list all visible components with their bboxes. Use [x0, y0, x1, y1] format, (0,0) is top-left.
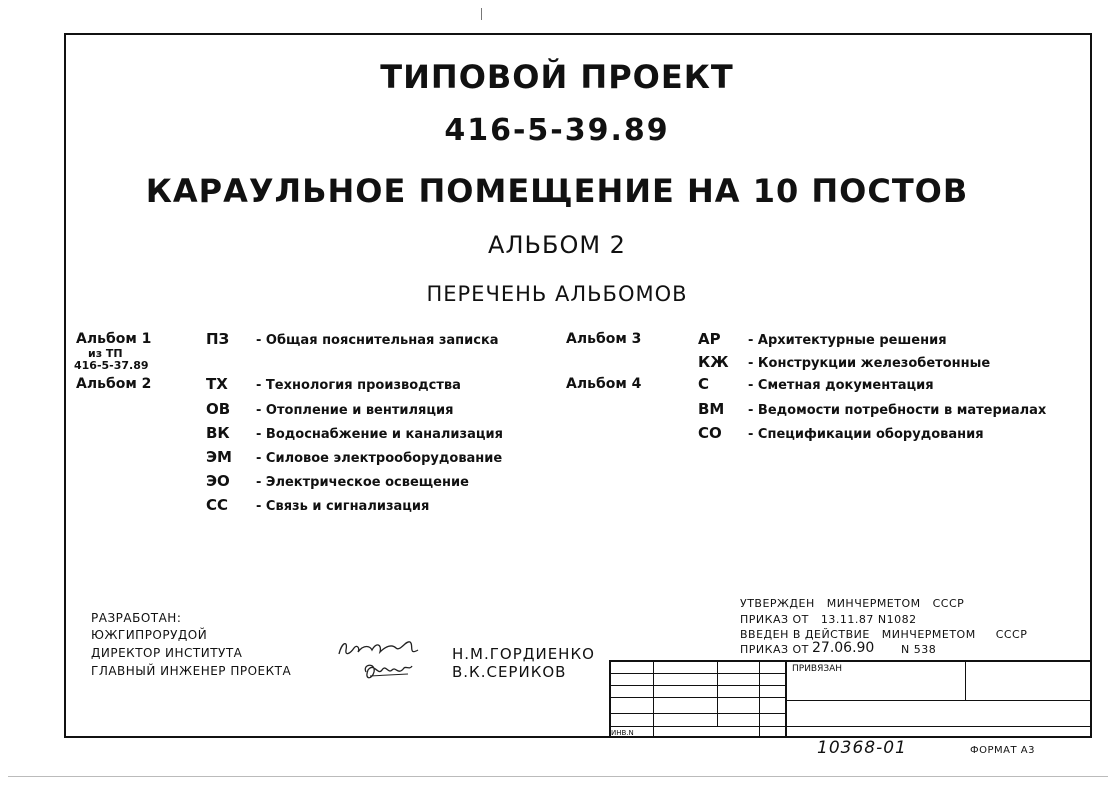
approval-line-1: УТВЕРЖДЕН МИНЧЕРМЕТОМ СССР [740, 597, 965, 610]
document-number: 10368-01 [817, 738, 907, 758]
list-desc: - Общая пояснительная записка [256, 333, 499, 348]
list-code: ОВ [206, 400, 231, 418]
list-code: АР [698, 330, 721, 348]
bottom-trim-line [8, 776, 1108, 777]
chief-engineer-label: ГЛАВНЫЙ ИНЖЕНЕР ПРОЕКТА [91, 664, 292, 678]
list-desc: - Архитектурные решения [748, 333, 947, 348]
list-desc: - Электрическое освещение [256, 475, 469, 490]
list-desc: - Сметная документация [748, 378, 934, 393]
approval-date: 27.06.90 [812, 640, 875, 656]
album-4-label: Альбом 4 [566, 376, 642, 392]
list-code: КЖ [698, 353, 729, 371]
approval-line-2: ПРИКАЗ ОТ 13.11.87 N1082 [740, 613, 917, 626]
list-desc: - Связь и сигнализация [256, 499, 430, 514]
project-number: 416-5-39.89 [444, 113, 670, 148]
sheet-format: ФОРМАТ А3 [970, 745, 1035, 756]
list-desc: - Отопление и вентиляция [256, 403, 454, 418]
list-desc: - Водоснабжение и канализация [256, 427, 503, 442]
album-1-note: из ТП [88, 347, 123, 360]
album-1-source: 416-5-37.89 [74, 359, 149, 372]
album-2-label: Альбом 2 [76, 376, 152, 392]
list-desc: - Спецификации оборудования [748, 427, 984, 442]
list-code: С [698, 375, 710, 393]
list-desc: - Технология производства [256, 378, 461, 393]
developer-label: РАЗРАБОТАН: [91, 611, 182, 625]
list-code: СО [698, 424, 722, 442]
list-code: ВК [206, 424, 230, 442]
album-list-title: ПЕРЕЧЕНЬ АЛЬБОМОВ [426, 282, 688, 306]
album-title: АЛЬБОМ 2 [488, 231, 626, 259]
developer-org: ЮЖГИПРОРУДОЙ [91, 628, 208, 642]
approval-line-4-prefix: ПРИКАЗ ОТ [740, 643, 809, 656]
list-desc: - Ведомости потребности в материалах [748, 403, 1047, 418]
chief-engineer-signature [360, 658, 416, 686]
project-name: КАРАУЛЬНОЕ ПОМЕЩЕНИЕ НА 10 ПОСТОВ [145, 172, 969, 210]
chief-engineer-name: В.К.СЕРИКОВ [452, 663, 567, 681]
list-desc: - Конструкции железобетонные [748, 356, 991, 371]
director-label: ДИРЕКТОР ИНСТИТУТА [91, 646, 243, 660]
stamp-inventory-label: ИНВ.N [611, 729, 634, 737]
list-code: ЭО [206, 472, 230, 490]
document-title: ТИПОВОЙ ПРОЕКТ [380, 58, 734, 96]
approval-order-number: N 538 [901, 643, 937, 656]
list-code: ЭМ [206, 448, 232, 466]
list-code: ВМ [698, 400, 725, 418]
list-code: СС [206, 496, 229, 514]
director-name: Н.М.ГОРДИЕНКО [452, 645, 595, 663]
stamp-table [609, 660, 1090, 737]
stamp-privyazan-label: ПРИВЯЗАН [792, 664, 843, 674]
approval-line-3: ВВЕДЕН В ДЕЙСТВИЕ МИНЧЕРМЕТОМ СССР [740, 628, 1028, 641]
list-code: ТХ [206, 375, 228, 393]
album-1-label: Альбом 1 [76, 331, 152, 347]
list-desc: - Силовое электрооборудование [256, 451, 503, 466]
top-center-mark [481, 8, 482, 20]
list-code: ПЗ [206, 330, 230, 348]
album-3-label: Альбом 3 [566, 331, 642, 347]
